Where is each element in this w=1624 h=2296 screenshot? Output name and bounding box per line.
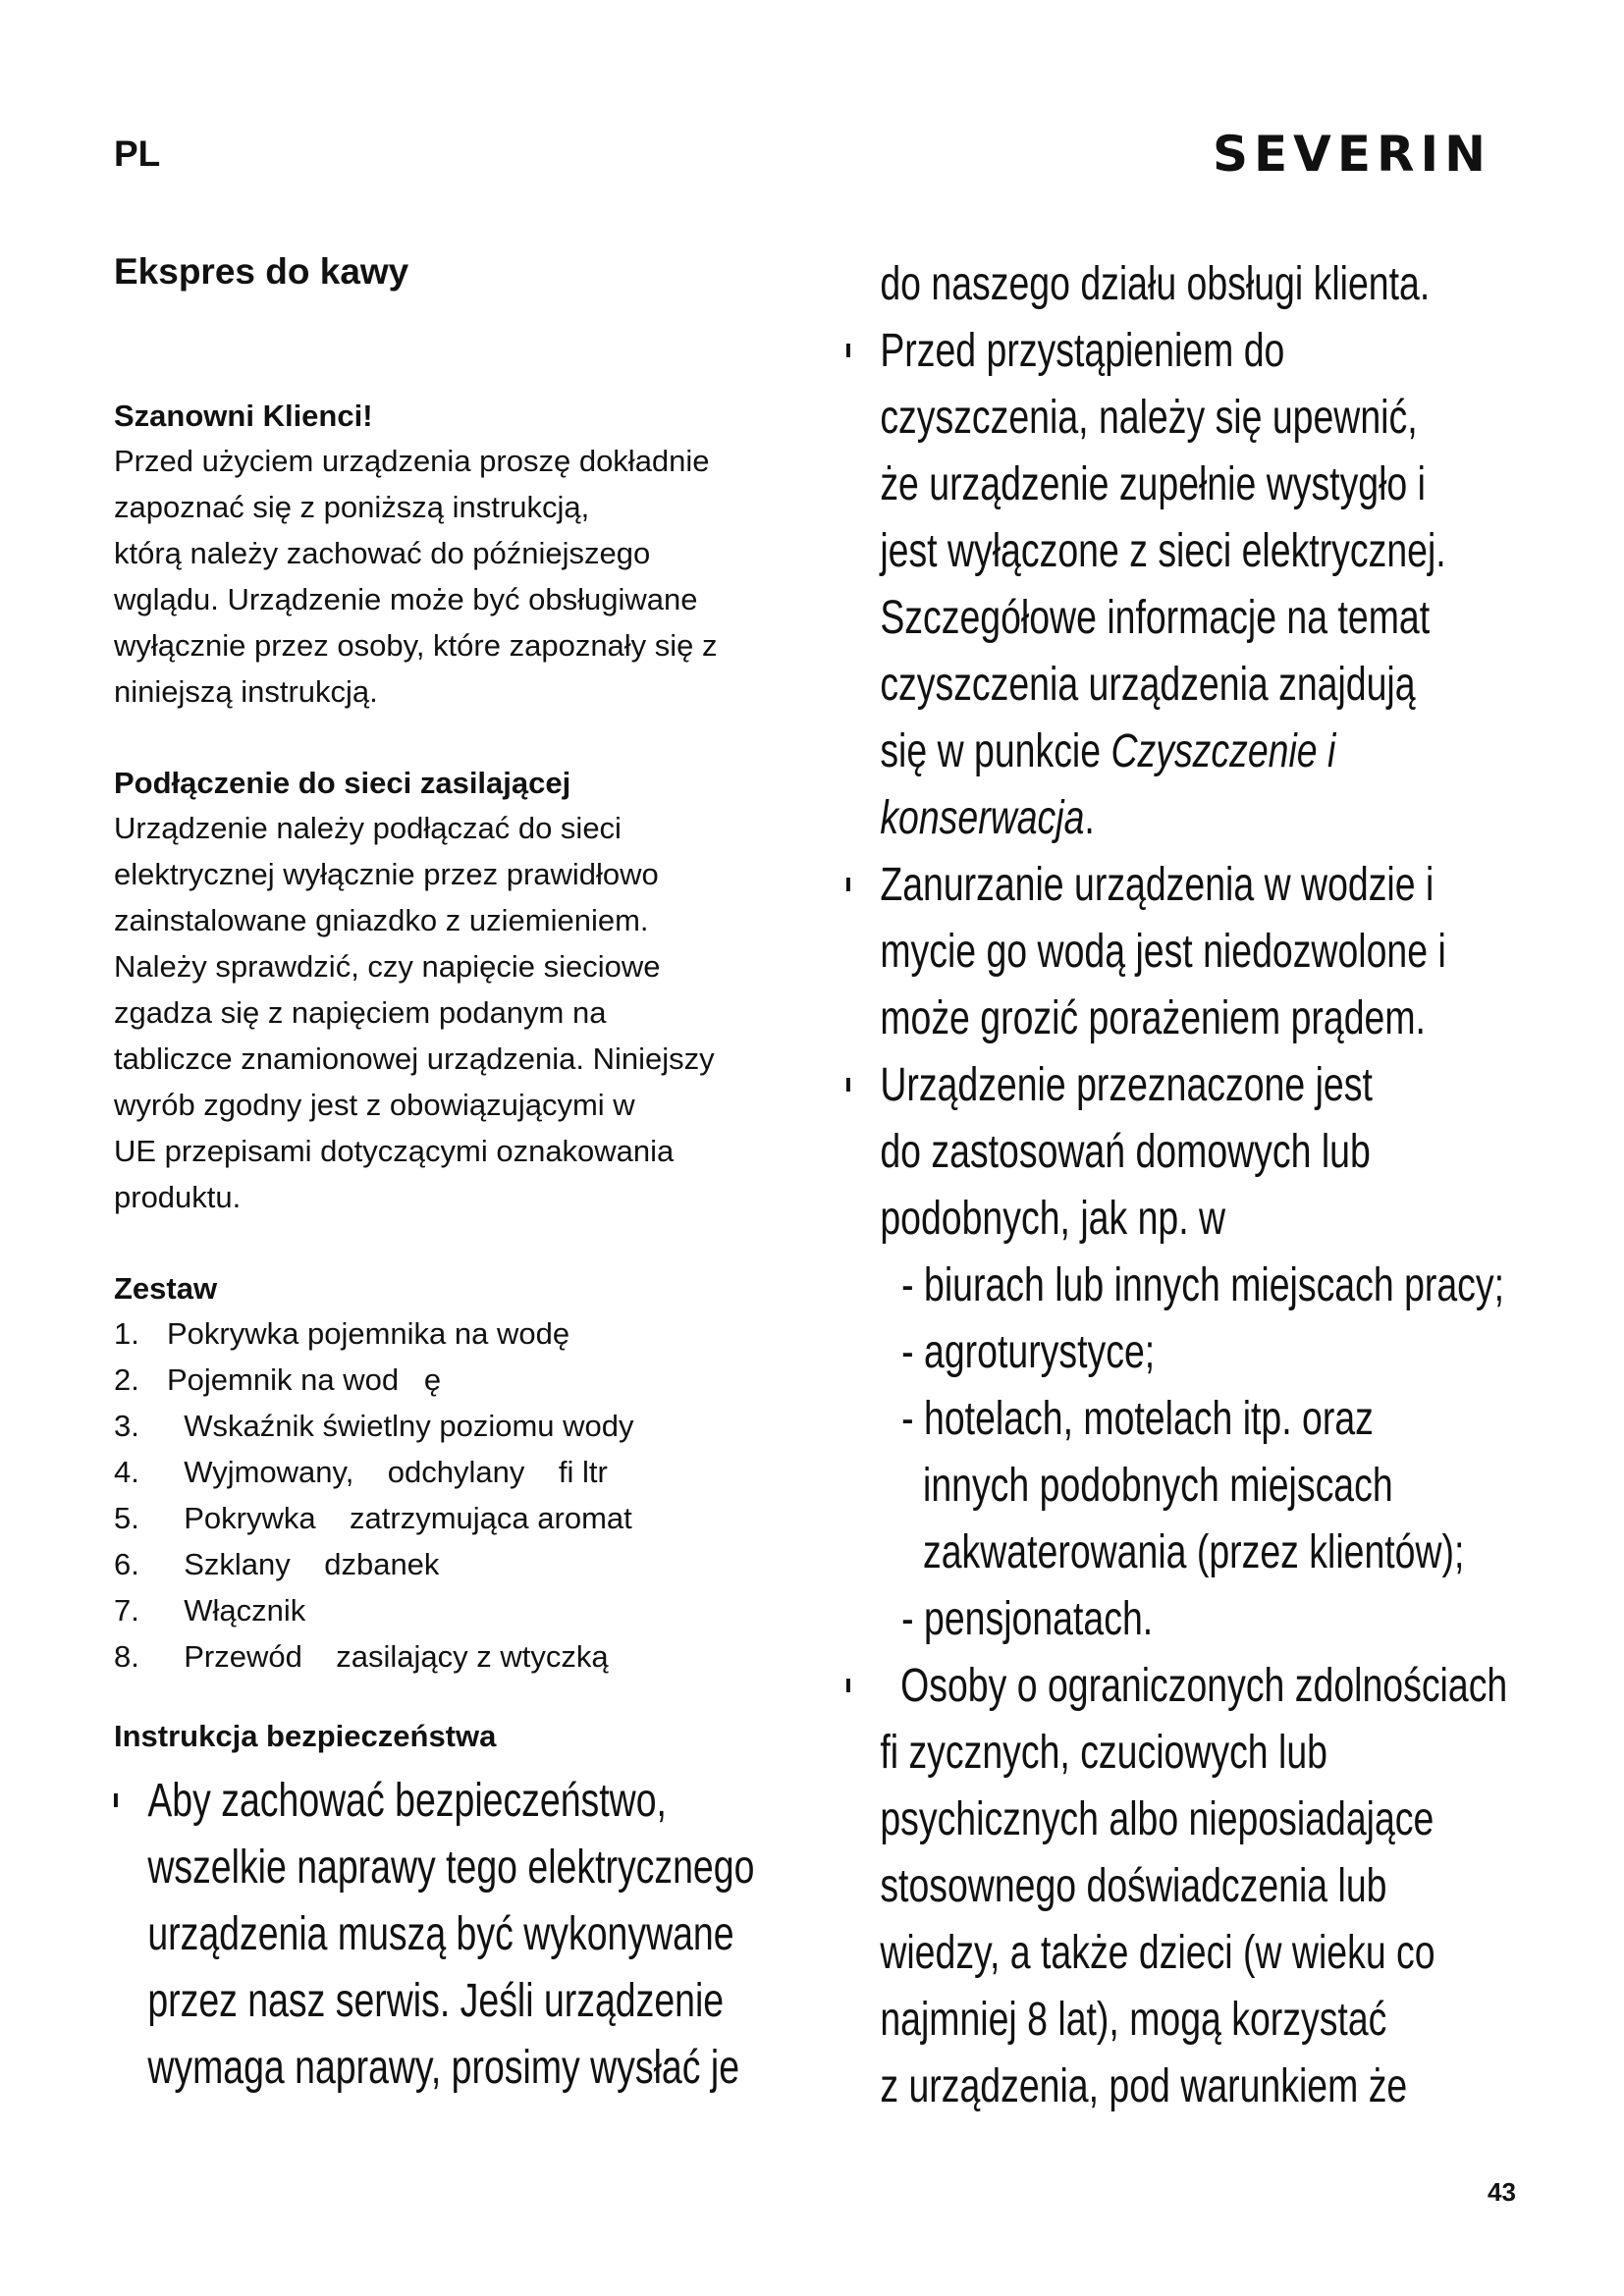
item-text: Pojemnik na wod ę [167, 1362, 442, 1397]
brand-logo: SEVERIN [1213, 126, 1491, 183]
list-item [114, 1587, 801, 1633]
text-line: zakwaterowania (przez klientów); [923, 1526, 1465, 1578]
left-column [114, 251, 801, 2102]
safety-instructions [114, 1768, 803, 2102]
section-power-connection [114, 762, 801, 1220]
text-line: wiedzy, a także dzieci (w wieku co [880, 1927, 1435, 1979]
list-item [114, 1449, 801, 1495]
text-line: zgadza się z napięciem podanym na [114, 995, 607, 1030]
text-line: może grozić porażeniem prądem. [880, 992, 1426, 1044]
text-line: fi zycznych, czuciowych lub [880, 1727, 1327, 1779]
bullet-item [846, 318, 1612, 852]
document-title: Ekspres do kawy [114, 251, 409, 292]
text-line: psychicznych albo nieposiadające [880, 1793, 1435, 1845]
item-text: Szklany dzbanek [167, 1547, 440, 1581]
text-line: Należy sprawdzić, czy napięcie sieciowe [114, 949, 661, 984]
sublist-item: - agroturystyce; [901, 1326, 1156, 1378]
text-line: innych podobnych miejscach [923, 1460, 1393, 1512]
text-line: niniejszą instrukcją. [114, 674, 378, 709]
item-number: 8. [114, 1639, 139, 1674]
sublist-item: - hotelach, motelach itp. oraz [901, 1393, 1374, 1445]
item-text: Wyjmowany, odchylany fi ltr [167, 1455, 608, 1489]
safety-heading: Instrukcja bezpieczeństwa [114, 1719, 497, 1753]
text-line: Szczegółowe informacje na temat [880, 592, 1431, 644]
item-text: Pokrywka pojemnika na wodę [167, 1316, 570, 1351]
text-line: wyłącznie przez osoby, które zapoznały się z [114, 628, 718, 663]
item-text: Wskaźnik świetlny poziomu wody [167, 1409, 634, 1443]
bullet-item [846, 1653, 1612, 2120]
item-number: 2. [114, 1362, 139, 1397]
item-text: Włącznik [167, 1593, 306, 1628]
text-line: UE przepisami dotyczącymi oznakowania [114, 1134, 675, 1168]
sublist-item: - biurach lub innych miejscach pracy; [901, 1259, 1505, 1311]
text-line: wymaga naprawy, prosimy wysłać je [147, 2042, 740, 2094]
power-text [114, 805, 801, 1220]
item-number: 3. [114, 1409, 139, 1443]
language-code: PL [114, 133, 161, 174]
text-line: Zanurzanie urządzenia w wodzie i [880, 859, 1435, 911]
dear-heading: Szanowni Klienci! [114, 399, 373, 433]
text-line: Urządzenie przeznaczone jest [880, 1059, 1373, 1111]
text-line: Aby zachować bezpieczeństwo, [147, 1775, 667, 1827]
set-heading: Zestaw [114, 1271, 218, 1306]
item-number: 5. [114, 1501, 139, 1535]
text-line: najmniej 8 lat), mogą korzystać [880, 1994, 1387, 2046]
text-line: jest wyłączone z sieci elektrycznej. [880, 525, 1446, 577]
item-number: 1. [114, 1316, 139, 1351]
item-text: Przewód zasilający z wtyczką [167, 1639, 609, 1674]
list-item [114, 1403, 801, 1449]
text-line: wglądu. Urządzenie może być obsługiwane [114, 582, 698, 616]
text-line: wszelkie naprawy tego elektrycznego [147, 1842, 755, 1894]
item-number: 4. [114, 1455, 139, 1489]
section-reference: konserwacja [880, 792, 1085, 844]
page-number: 43 [1488, 2177, 1516, 2207]
text-line: produktu. [114, 1180, 242, 1214]
section-dear-customers [114, 395, 801, 715]
text-line: wyrób zgodny jest z obowiązującymi w [114, 1088, 635, 1122]
text-line: Urządzenie należy podłączać do sieci [114, 811, 622, 845]
text-line: Osoby o ograniczonych zdolnościach [880, 1660, 1508, 1712]
text-line: przez nasz serwis. Jeśli urządzenie [147, 1975, 725, 2027]
text-line [880, 785, 1612, 852]
usage-sublist [880, 1253, 1612, 1653]
text-fragment: się w punkcie [880, 725, 1111, 777]
text-line: że urządzenie zupełnie wystygło i [880, 458, 1426, 510]
text-line: elektrycznej wyłącznie przez prawidłowo [114, 857, 659, 891]
sublist-item: - pensjonatach. [901, 1593, 1154, 1645]
text-line: mycie go wodą jest niedozwolone i [880, 926, 1446, 978]
text-fragment: . [1084, 792, 1095, 844]
list-item [114, 1541, 801, 1587]
text-line: Przed użyciem urządzenia proszę dokładnie [114, 444, 710, 478]
sublist-continuation [901, 1453, 1612, 1586]
bullet-item [846, 852, 1612, 1052]
text-line: tabliczce znamionowej urządzenia. Niniejszy [114, 1041, 715, 1076]
text-line [880, 719, 1612, 785]
section-set-contents [114, 1267, 801, 1680]
item-number: 6. [114, 1547, 139, 1581]
section-reference: Czyszczenie i [1110, 725, 1336, 777]
power-heading: Podłączenie do sieci zasilającej [114, 766, 571, 800]
list-item [114, 1495, 801, 1541]
bullet-item [114, 1768, 803, 2102]
text-line: zainstalowane gniazdko z uziemieniem. [114, 903, 649, 937]
text-line: stosownego doświadczenia lub [880, 1860, 1387, 1912]
text-line: czyszczenia urządzenia znajdują [880, 659, 1416, 711]
item-number: 7. [114, 1593, 139, 1628]
item-text: Pokrywka zatrzymująca aromat [167, 1501, 632, 1535]
parts-list [114, 1310, 801, 1680]
text-line: czyszczenia, należy się upewnić, [880, 392, 1418, 444]
text-line: do zastosowań domowych lub [880, 1126, 1371, 1178]
text-line: urządzenia muszą być wykonywane [147, 1908, 734, 1960]
right-column [846, 251, 1612, 2120]
text-line: Przed przystąpieniem do [880, 325, 1285, 377]
text-line: podobnych, jak np. w [880, 1193, 1226, 1245]
list-item [114, 1310, 801, 1357]
dear-text [114, 438, 801, 715]
text-line: którą należy zachować do późniejszego [114, 536, 651, 570]
text-line: zapoznać się z poniższą instrukcją, [114, 490, 590, 524]
list-item [114, 1633, 801, 1680]
list-item [114, 1357, 801, 1403]
text-line: z urządzenia, pod warunkiem że [880, 2060, 1408, 2112]
bullet-item [846, 1052, 1612, 1653]
continuation-line: do naszego działu obsługi klienta. [880, 258, 1431, 310]
